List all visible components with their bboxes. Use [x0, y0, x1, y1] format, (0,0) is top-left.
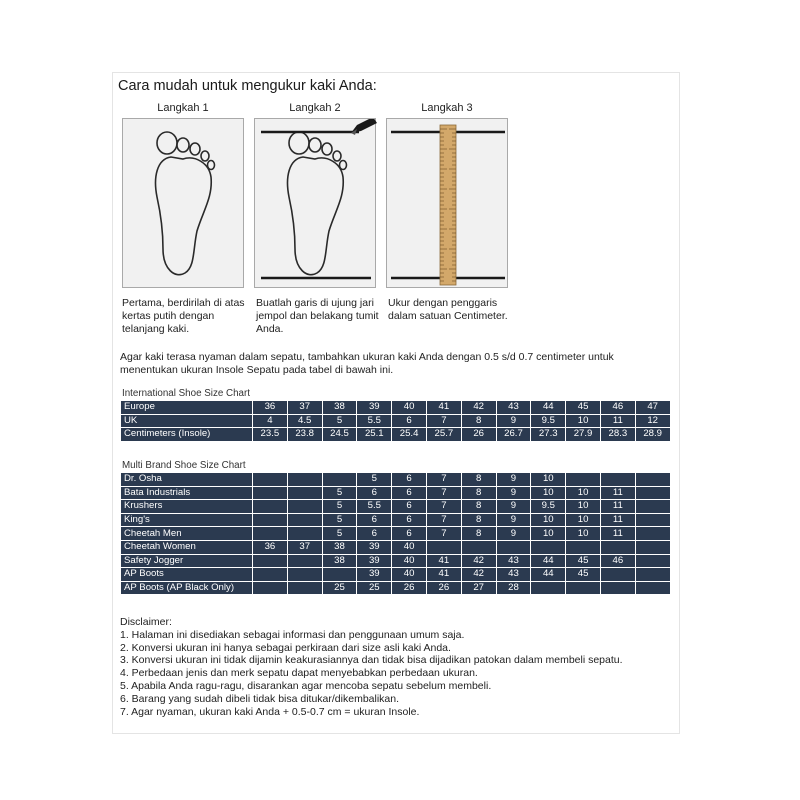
size-cell: 44	[531, 554, 566, 568]
size-cell	[253, 581, 288, 595]
row-label: Bata Industrials	[121, 486, 253, 500]
size-cell: 27.9	[566, 428, 601, 442]
size-cell	[253, 554, 288, 568]
size-cell: 41	[426, 554, 461, 568]
step-2-title: Langkah 2	[289, 102, 341, 114]
insole-note: Agar kaki terasa nyaman dalam sepatu, tambahkan ukuran kaki Anda dengan 0.5 s/d 0.7 centimeter untuk menentukan ukuran Insole Sepatu pada tabel di bawah ini.	[120, 351, 614, 376]
size-cell: 37	[287, 540, 322, 554]
size-cell: 8	[461, 473, 496, 487]
size-cell	[635, 513, 670, 527]
size-cell: 11	[600, 414, 635, 428]
row-label: Safety Jogger	[121, 554, 253, 568]
row-label: King's	[121, 513, 253, 527]
size-cell: 5	[322, 513, 357, 527]
size-cell: 46	[600, 554, 635, 568]
step-3-title: Langkah 3	[421, 102, 473, 114]
size-cell: 5.5	[357, 414, 392, 428]
international-chart-caption: International Shoe Size Chart	[122, 388, 250, 399]
size-cell	[287, 473, 322, 487]
size-cell: 9	[496, 473, 531, 487]
table-row	[121, 527, 671, 541]
size-cell: 9	[496, 527, 531, 541]
size-cell: 42	[461, 401, 496, 415]
size-cell	[635, 473, 670, 487]
size-cell: 6	[392, 500, 427, 514]
size-cell	[287, 513, 322, 527]
size-cell: 45	[566, 401, 601, 415]
size-cell	[531, 581, 566, 595]
table-row	[121, 568, 671, 582]
size-cell	[635, 500, 670, 514]
size-cell: 7	[426, 500, 461, 514]
size-cell: 6	[392, 473, 427, 487]
size-cell	[566, 473, 601, 487]
table-row	[121, 581, 671, 595]
size-cell: 45	[566, 554, 601, 568]
size-cell: 38	[322, 401, 357, 415]
table-row	[121, 513, 671, 527]
table-row	[121, 414, 671, 428]
size-cell: 43	[496, 401, 531, 415]
disclaimer-item: 3. Konversi ukuran ini tidak dijamin keakurasiannya dan tidak bisa dijadikan patokan dalam membeli sepatu.	[120, 654, 623, 667]
page-heading: Cara mudah untuk mengukur kaki Anda:	[118, 78, 377, 94]
size-cell: 25.7	[426, 428, 461, 442]
size-cell: 8	[461, 414, 496, 428]
size-cell: 40	[392, 554, 427, 568]
international-size-table	[120, 400, 671, 442]
size-cell	[253, 500, 288, 514]
size-cell	[287, 500, 322, 514]
size-cell: 12	[635, 414, 670, 428]
size-cell: 26	[461, 428, 496, 442]
size-cell: 28.9	[635, 428, 670, 442]
size-cell: 10	[531, 513, 566, 527]
size-cell: 25.4	[392, 428, 427, 442]
size-cell: 11	[600, 513, 635, 527]
size-cell: 9.5	[531, 414, 566, 428]
size-cell: 5	[357, 473, 392, 487]
size-cell: 7	[426, 527, 461, 541]
size-cell: 10	[531, 473, 566, 487]
disclaimer-item: 1. Halaman ini disediakan sebagai informasi dan penggunaan umum saja.	[120, 628, 465, 641]
size-cell	[600, 473, 635, 487]
size-cell: 39	[357, 401, 392, 415]
table-row	[121, 540, 671, 554]
size-cell: 24.5	[322, 428, 357, 442]
size-cell	[635, 540, 670, 554]
size-cell	[322, 568, 357, 582]
table-row	[121, 500, 671, 514]
size-cell	[531, 540, 566, 554]
size-cell	[253, 486, 288, 500]
size-cell: 10	[566, 500, 601, 514]
disclaimer-title: Disclaimer:	[120, 616, 172, 628]
size-cell: 38	[322, 540, 357, 554]
size-cell: 39	[357, 568, 392, 582]
row-label: Cheetah Women	[121, 540, 253, 554]
size-cell: 10	[566, 513, 601, 527]
size-cell: 42	[461, 568, 496, 582]
size-cell: 5.5	[357, 500, 392, 514]
size-cell: 47	[635, 401, 670, 415]
size-cell: 23.5	[253, 428, 288, 442]
size-cell: 41	[426, 401, 461, 415]
size-cell	[287, 486, 322, 500]
row-label: Cheetah Men	[121, 527, 253, 541]
size-cell: 8	[461, 513, 496, 527]
row-label: AP Boots (AP Black Only)	[121, 581, 253, 595]
size-cell: 9	[496, 513, 531, 527]
size-cell: 6	[392, 414, 427, 428]
size-cell: 10	[566, 527, 601, 541]
step-1-title: Langkah 1	[157, 102, 209, 114]
step-2-description: Buatlah garis di ujung jari jempol dan belakang tumit Anda.	[256, 297, 379, 335]
size-cell: 7	[426, 414, 461, 428]
size-cell: 8	[461, 527, 496, 541]
size-cell: 6	[357, 486, 392, 500]
size-cell	[635, 581, 670, 595]
size-cell: 4	[253, 414, 288, 428]
size-cell	[287, 527, 322, 541]
size-cell: 7	[426, 513, 461, 527]
disclaimer-item: 7. Agar nyaman, ukuran kaki Anda + 0.5-0.7 cm = ukuran Insole.	[120, 705, 420, 718]
size-cell: 9.5	[531, 500, 566, 514]
table-row	[121, 428, 671, 442]
size-cell: 26	[392, 581, 427, 595]
size-cell: 10	[531, 486, 566, 500]
size-cell: 5	[322, 414, 357, 428]
disclaimer-item: 6. Barang yang sudah dibeli tidak bisa ditukar/dikembalikan.	[120, 692, 400, 705]
footprint-with-lines-icon	[255, 119, 377, 289]
size-cell: 43	[496, 554, 531, 568]
size-cell: 6	[392, 486, 427, 500]
footprint-icon	[123, 119, 245, 289]
size-cell: 7	[426, 473, 461, 487]
ruler-icon	[387, 119, 509, 289]
size-cell: 27	[461, 581, 496, 595]
disclaimer-item: 2. Konversi ukuran ini hanya sebagai perkiraan dari size asli kaki Anda.	[120, 641, 451, 654]
size-cell: 6	[392, 513, 427, 527]
size-cell: 46	[600, 401, 635, 415]
pencil-icon	[351, 119, 377, 135]
size-cell: 10	[566, 486, 601, 500]
size-cell: 6	[357, 527, 392, 541]
size-cell	[253, 568, 288, 582]
size-cell: 9	[496, 414, 531, 428]
size-cell: 25	[357, 581, 392, 595]
step-2-illustration	[254, 118, 376, 288]
size-cell	[496, 540, 531, 554]
size-cell	[287, 581, 322, 595]
table-row	[121, 554, 671, 568]
size-cell	[635, 527, 670, 541]
row-label: Dr. Osha	[121, 473, 253, 487]
size-cell: 39	[357, 540, 392, 554]
size-cell: 10	[531, 527, 566, 541]
size-cell: 41	[426, 568, 461, 582]
row-label: Krushers	[121, 500, 253, 514]
row-label: Europe	[121, 401, 253, 415]
size-cell	[566, 581, 601, 595]
size-cell: 42	[461, 554, 496, 568]
size-cell: 23.8	[287, 428, 322, 442]
size-cell: 25	[322, 581, 357, 595]
size-cell: 11	[600, 500, 635, 514]
size-cell	[253, 527, 288, 541]
table-row	[121, 486, 671, 500]
size-cell: 40	[392, 540, 427, 554]
size-cell	[426, 540, 461, 554]
size-cell: 28	[496, 581, 531, 595]
size-cell	[600, 540, 635, 554]
multibrand-chart-caption: Multi Brand Shoe Size Chart	[122, 460, 246, 471]
size-cell: 26.7	[496, 428, 531, 442]
size-cell: 8	[461, 486, 496, 500]
size-cell: 11	[600, 486, 635, 500]
step-1-illustration	[122, 118, 244, 288]
size-cell: 11	[600, 527, 635, 541]
size-cell: 9	[496, 500, 531, 514]
size-cell: 5	[322, 527, 357, 541]
size-cell: 26	[426, 581, 461, 595]
size-cell: 45	[566, 568, 601, 582]
size-cell	[253, 513, 288, 527]
size-cell: 27.3	[531, 428, 566, 442]
disclaimer-item: 4. Perbedaan jenis dan merk sepatu dapat menyebabkan perbedaan ukuran.	[120, 667, 478, 680]
size-cell	[322, 473, 357, 487]
size-cell	[566, 540, 601, 554]
size-cell	[635, 568, 670, 582]
multibrand-size-table	[120, 472, 671, 595]
step-3-description: Ukur dengan penggaris dalam satuan Centimeter.	[388, 297, 508, 322]
size-cell: 9	[496, 486, 531, 500]
size-cell	[461, 540, 496, 554]
table-row	[121, 473, 671, 487]
size-cell: 25.1	[357, 428, 392, 442]
size-cell: 6	[357, 513, 392, 527]
size-cell: 5	[322, 486, 357, 500]
size-cell: 36	[253, 401, 288, 415]
step-1-description: Pertama, berdirilah di atas kertas putih dengan telanjang kaki.	[122, 297, 245, 335]
size-cell: 28.3	[600, 428, 635, 442]
size-cell: 44	[531, 568, 566, 582]
size-cell: 39	[357, 554, 392, 568]
size-cell	[253, 473, 288, 487]
size-cell	[635, 486, 670, 500]
disclaimer	[120, 616, 670, 718]
size-cell	[287, 554, 322, 568]
size-cell: 44	[531, 401, 566, 415]
size-cell	[600, 581, 635, 595]
size-cell: 6	[392, 527, 427, 541]
size-cell	[600, 568, 635, 582]
size-cell: 5	[322, 500, 357, 514]
size-cell: 43	[496, 568, 531, 582]
size-cell: 40	[392, 401, 427, 415]
size-cell: 4.5	[287, 414, 322, 428]
size-cell	[635, 554, 670, 568]
size-cell: 38	[322, 554, 357, 568]
disclaimer-item: 5. Apabila Anda ragu-ragu, disarankan agar mencoba sepatu sebelum membeli.	[120, 679, 492, 692]
step-3-illustration	[386, 118, 508, 288]
row-label: UK	[121, 414, 253, 428]
size-cell: 7	[426, 486, 461, 500]
size-cell: 8	[461, 500, 496, 514]
size-cell: 10	[566, 414, 601, 428]
table-row	[121, 401, 671, 415]
size-cell: 40	[392, 568, 427, 582]
size-cell	[287, 568, 322, 582]
size-cell: 36	[253, 540, 288, 554]
row-label: Centimeters (Insole)	[121, 428, 253, 442]
size-cell: 37	[287, 401, 322, 415]
row-label: AP Boots	[121, 568, 253, 582]
